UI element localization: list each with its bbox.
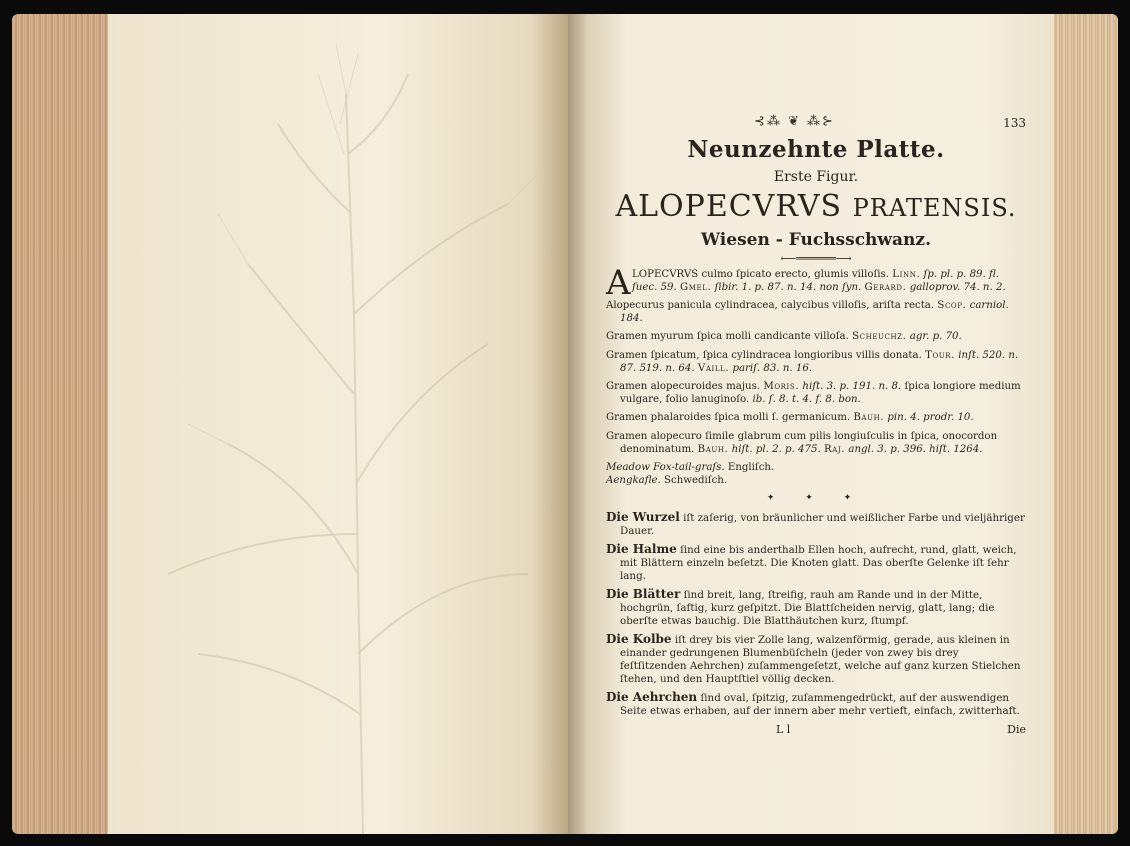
swedish-name: Aengkafle. Schwediſch. <box>606 474 728 486</box>
synonym-entry: A LOPECVRVS culmo ſpicato erecto, glumis villoſis. Linn. ſp. pl. p. 89. fl. ſuec. 59. Gmel. ſibir. 1. p. 87. n. 14. non ſyn. Gerard. galloprov. 74. n. 2. <box>606 263 1006 303</box>
synonym-entry: Gramen alopecuroides majus. Moris. hiſt. 3. p. 191. n. 8. ſpica longiore medium vulgare, folio lanuginoſo. ib. ſ. 8. t. 4. f. 8. bon. <box>606 381 1021 405</box>
description <box>606 511 1026 718</box>
description-paragraph: Die Kolbe iſt drey bis vier Zolle lang, walzenförmig, gerade, aus kleinen in einander gedrungenen Blumenbüſcheln (jeder von zwey bis drey feſtſitzenden Aehrchen) zuſammengeſetzt, welche auf ganz kurzen Stielchen ſtehen, und den Hauptſtiel völlig decken. <box>606 632 1021 686</box>
description-paragraph: Die Aehrchen ſind oval, ſpitzig, zuſammengedrückt, auf der auswendigen Seite etwas erhaben, auf der innern aber mehr vertieft, einfach, zwitterhaft. <box>606 690 1020 718</box>
signature-mark: L l <box>776 723 791 737</box>
rule-ornament: ⟵══════⟶ <box>780 252 852 265</box>
synonym-entry: Gramen phalaroides ſpica molli ſ. germanicum. Bauh. pin. 4. prodr. 10. <box>606 412 974 424</box>
synonym-entry: Gramen alopecuro ſimile glabrum cum pilis longiuſculis in ſpica, onocordon denominatum. Bauh. hiſt. pl. 2. p. 475. Raj. angl. 3. p. 396. hiſt. 1264. <box>606 430 998 455</box>
section-divider: ✦ ✦ ✦ <box>766 493 866 504</box>
show-through-grass-illustration <box>108 14 568 834</box>
left-page <box>108 14 568 834</box>
description-paragraph: Die Blätter ſind breit, lang, ſtreifig, rauh am Rande und in der Mitte, hochgrün, ſaftig, kurz geſpitzt. Die Blattſcheiden nervig, glatt, lang; die oberſte etwas bauchig. Die Blatthäutchen kurz, ſtumpf. <box>606 587 995 628</box>
drop-cap: A <box>606 263 631 303</box>
species-german-name: Wiesen - Fuchsschwanz. <box>701 230 931 250</box>
running-head <box>606 112 1026 134</box>
description-paragraph: Die Halme ſind eine bis anderthalb Ellen hoch, aufrecht, rund, glatt, weich, mit Blättern einzeln beſetzt. Die Knoten glatt. Das oberſte Gelenke iſt ſehr lang. <box>606 542 1017 583</box>
plate-title: Neunzehnte Platte. <box>687 136 945 163</box>
synonymy <box>606 263 1026 487</box>
page-footer <box>606 723 1026 741</box>
page-edges-right <box>1054 14 1118 834</box>
description-paragraph: Die Wurzel iſt zaſerig, von bräunlicher und weißlicher Farbe und vieljähriger Dauer. <box>606 510 1025 538</box>
open-book <box>12 14 1118 834</box>
right-page <box>568 14 1056 834</box>
english-name: Meadow Fox-tail-graſs. Engliſch. <box>606 462 775 474</box>
species-epithet: PRATENSIS. <box>852 194 1017 222</box>
head-ornament: ⊰⁂ ❦ ⁂⊱ <box>754 114 835 129</box>
catchword: Die <box>1007 723 1026 737</box>
synonym-entry: Gramen myurum ſpica molli candicante villoſa. Scheuchz. agr. p. 70. <box>606 331 962 343</box>
page-number: 133 <box>1003 116 1026 130</box>
synonym-entry: Alopecurus panicula cylindracea, calycibus villoſis, ariſta recta. Scop. carniol. 184. <box>606 300 1009 324</box>
species-latin-name <box>606 189 1026 224</box>
page-edges-left <box>12 14 110 834</box>
page-content <box>606 112 1026 741</box>
synonym-entry: Gramen ſpicatum, ſpica cylindracea longioribus villis donata. Tour. inſt. 520. n. 87. 519. n. 64. Vaill. pariſ. 83. n. 16. <box>606 349 1019 374</box>
genus-name: ALOPECVRVS <box>615 189 843 224</box>
figure-label: Erste Figur. <box>773 169 859 185</box>
